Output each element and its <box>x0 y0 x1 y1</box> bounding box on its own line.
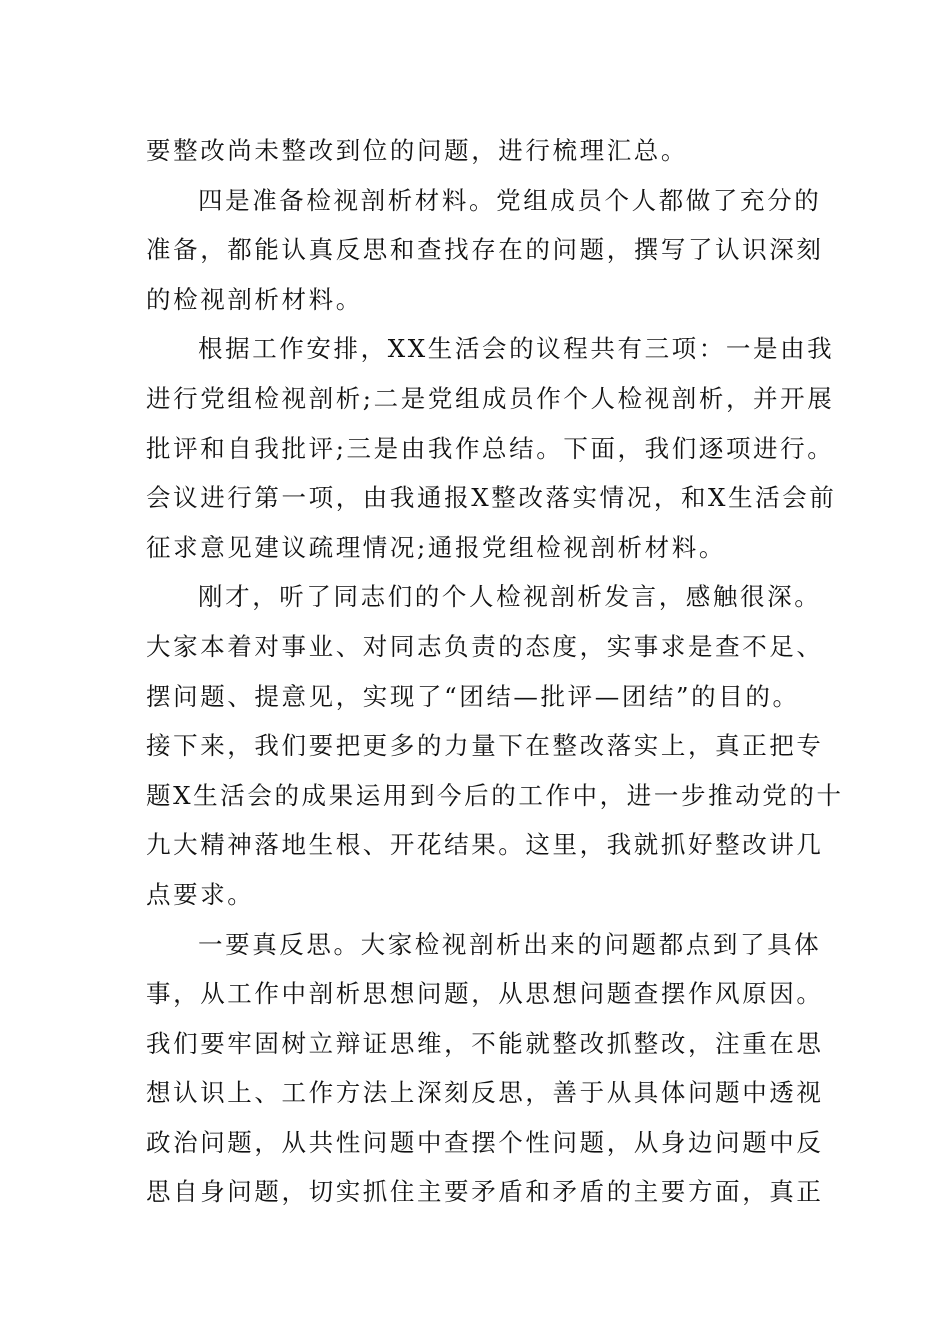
text-line: 大家本着对事业、对同志负责的态度，实事求是查不足、 <box>146 631 824 661</box>
document-body <box>146 126 844 1217</box>
text-line: 准备，都能认真反思和查找存在的问题，撰写了认识深刻 <box>146 235 824 265</box>
text-line: 要整改尚未整改到位的问题，进行梳理汇总。 <box>146 136 688 165</box>
text-line: 思自身问题，切实抓住主要矛盾和矛盾的主要方面，真正 <box>146 1177 824 1207</box>
text-line: 摆问题、提意见，实现了“团结—批评—团结”的目的。 <box>146 681 800 711</box>
paragraph-start-line: 四是准备检视剖析材料。党组成员个人都做了充分的 <box>198 185 822 215</box>
paragraph-start-line: 刚才，听了同志们的个人检视剖析发言，感触很深。 <box>198 582 822 612</box>
text-line: 批评和自我批评;三是由我作总结。下面，我们逐项进行。 <box>146 433 835 463</box>
text-line: 我们要牢固树立辩证思维，不能就整改抓整改，注重在思 <box>146 1028 824 1058</box>
text-line: 进行党组检视剖析;二是党组成员作个人检视剖析，并开展 <box>146 383 835 413</box>
text-line: 九大精神落地生根、开花结果。这里，我就抓好整改讲几 <box>146 830 824 860</box>
text-line: 接下来，我们要把更多的力量下在整改落实上，真正把专 <box>146 731 824 761</box>
text-line: 事，从工作中剖析思想问题，从思想问题查摆作风原因。 <box>146 979 824 1009</box>
paragraph-start-line: 一要真反思。大家检视剖析出来的问题都点到了具体 <box>198 929 822 959</box>
text-line: 的检视剖析材料。 <box>146 284 363 314</box>
text-line: 点要求。 <box>146 879 255 909</box>
text-line: 征求意见建议疏理情况;通报党组检视剖析材料。 <box>146 532 726 562</box>
text-line: 想认识上、工作方法上深刻反思，善于从具体问题中透视 <box>146 1078 824 1108</box>
text-line: 会议进行第一项，由我通报X整改落实情况，和X生活会前 <box>146 483 837 513</box>
text-line: 政治问题，从共性问题中查摆个性问题，从身边问题中反 <box>146 1127 824 1157</box>
paragraph-start-line: 根据工作安排，XX生活会的议程共有三项：一是由我 <box>198 334 835 364</box>
text-line: 题X生活会的成果运用到今后的工作中，进一步推动党的十 <box>146 780 844 810</box>
